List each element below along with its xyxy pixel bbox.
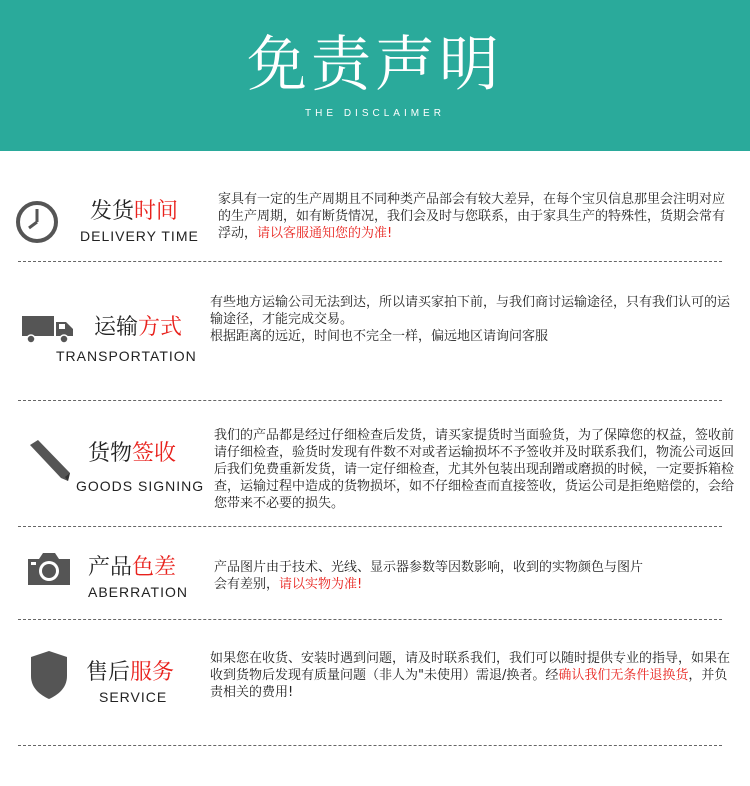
shield-icon xyxy=(30,650,68,704)
section-description: 如果您在收货、安装时遇到问题，请及时联系我们，我们可以随时提供专业的指导，如果在收到货物后发现有质量问题（非人为"未使用）需退/换者。经确认我们无条件退换货，并负责相关的费用! xyxy=(210,651,731,700)
section-delivery-time xyxy=(0,151,750,261)
section-description: 产品图片由于技术、光线、显示器参数等因数影响，收到的实物颜色与图片会有差别，请以实物为准! xyxy=(214,560,644,592)
camera-icon xyxy=(26,551,72,591)
page-subtitle: THE DISCLAIMER xyxy=(305,108,445,119)
section-title-en: ABERRATION xyxy=(88,584,188,600)
section-title: 发货时间 xyxy=(90,199,179,224)
pen-icon xyxy=(28,439,72,487)
section-title-en: TRANSPORTATION xyxy=(56,348,197,364)
section-aberration xyxy=(0,527,750,619)
section-title: 售后服务 xyxy=(86,660,175,685)
section-description: 有些地方运输公司无法到达，所以请买家拍下前，与我们商讨运输途径，只有我们认可的运输途径，才能完成交易。 根据距离的远近，时间也不完全一样，偏远地区请询问客服 xyxy=(210,295,731,344)
section-goods-signing xyxy=(0,401,750,526)
section-title: 运输方式 xyxy=(94,315,183,340)
divider xyxy=(18,745,722,746)
section-title-en: DELIVERY TIME xyxy=(80,228,199,244)
section-title: 产品色差 xyxy=(88,555,177,580)
truck-icon xyxy=(22,314,74,348)
section-description: 我们的产品都是经过仔细检查后发货，请买家提货时当面验货，为了保障您的权益，签收前请仔细检查，验货时发现有件数不对或者运输损坏不予签收并及时联系我们，物流公司返回后我们免费重新发货，请一定仔细检查，尤其外包装出现刮蹭或磨损的时候，一定要拆箱检查，运输过程中造成的货物损坏，如不仔细检查而直接签收，货运公司是拒绝赔偿的，会给您带来不必要的损失。 xyxy=(214,428,735,511)
section-title: 货物签收 xyxy=(88,441,177,466)
header-banner xyxy=(0,0,750,151)
section-description: 家具有一定的生产周期且不同种类产品部会有较大差异，在每个宝贝信息那里会注明对应的生产周期，如有断货情况，我们会及时与您联系，由于家具生产的特殊性，货期会常有浮动，请以客服通知您的为准! xyxy=(218,192,726,241)
section-title-en: GOODS SIGNING xyxy=(76,478,205,494)
section-title-en: SERVICE xyxy=(99,689,168,705)
clock-icon xyxy=(15,200,59,248)
section-service xyxy=(0,620,750,745)
page-title: 免责声明 xyxy=(247,30,503,100)
section-transportation xyxy=(0,262,750,400)
